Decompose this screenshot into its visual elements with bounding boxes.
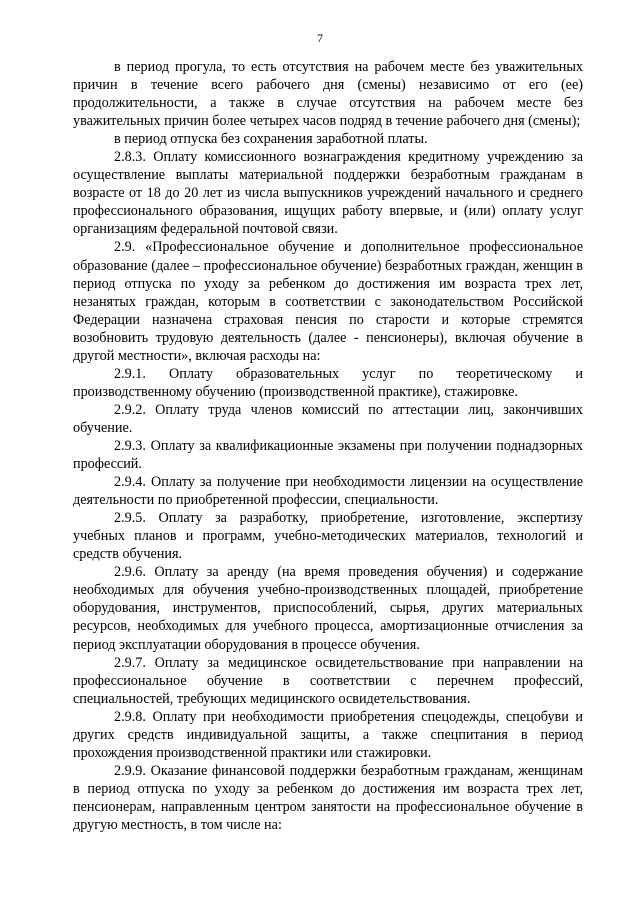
paragraph-2-9-9: 2.9.9. Оказание финансовой поддержки безработным гражданам, женщинам в период отпуска по уходу за ребенком до достижения им возраста трех лет, пенсионерам, направленным центром занятости на профессиональное обучение в другую местность, в том числе на: (73, 762, 583, 833)
paragraph-2-9-4: 2.9.4. Оплату за получение при необходимости лицензии на осуществление деятельности по приобретенной профессии, специальности. (73, 474, 583, 509)
paragraph-2-9-1: 2.9.1. Оплату образовательных услуг по теоретическому и производственному обучению (производственной практике), стажировке. (73, 365, 583, 400)
paragraph-2-9-8: 2.9.8. Оплату при необходимости приобретения спецодежды, спецобуви и других средств индивидуальной защиты, а также спецпитания в период прохождения производственной практики или стажировки. (73, 708, 583, 761)
paragraph-2-9-3: 2.9.3. Оплату за квалификационные экзамены при получении поднадзорных профессий. (73, 437, 583, 473)
document-body (73, 58, 583, 834)
paragraph-2-9-7: 2.9.7. Оплату за медицинское освидетельствование при направлении на профессиональное обучение в соответствии с перечнем профессий, специальностей, требующих медицинского освидетельствования. (73, 654, 583, 707)
paragraph-2-9-2: 2.9.2. Оплату труда членов комиссий по аттестации лиц, закончивших обучение. (73, 401, 583, 436)
paragraph-truancy-period: в период прогула, то есть отсутствия на рабочем месте без уважительных причин в течение всего рабочего дня (смены) независимо от его (ее) продолжительности, а также в случае отсутствия на рабочем месте без уважительных причин более четырех часов подряд в течение рабочего дня (смены); (73, 59, 583, 130)
page-number: 7 (317, 31, 323, 45)
paragraph-2-9-5: 2.9.5. Оплату за разработку, приобретение, изготовление, экспертизу учебных планов и программ, учебно-методических материалов, технологий и средств обучения. (73, 510, 583, 563)
paragraph-2-9-6: 2.9.6. Оплату за аренду (на время проведения обучения) и содержание необходимых для обучения учебно-производственных площадей, приобретение оборудования, инструментов, приспособлений, сырья, других материальных ресурсов, необходимых для учебного процесса, амортизационные отчисления за период эксплуатации оборудования в процессе обучения. (73, 564, 583, 653)
paragraph-2-9: 2.9. «Профессиональное обучение и дополнительное профессиональное образование (далее – профессиональное обучение) безработных граждан, женщин в период отпуска по уходу за ребенком до достижения им возраста трех лет, незанятых граждан, которым в соответствии с законодательством Российской Федерации назначена страховая пенсия по старости и которые стремятся возобновить трудовую деятельность (далее - пенсионеры), включая обучение в другой местности», включая расходы на: (73, 239, 583, 364)
paragraph-2-8-3: 2.8.3. Оплату комиссионного вознаграждения кредитному учреждению за осуществление выплаты материальной поддержки безработным гражданам в возрасте от 18 до 20 лет из числа выпускников учреждений начального и среднего профессионального образования, ищущих работу впервые, и (или) оплату услуг организациям федеральной почтовой связи. (73, 149, 583, 238)
paragraph-unpaid-leave: в период отпуска без сохранения заработной платы. (114, 131, 428, 148)
